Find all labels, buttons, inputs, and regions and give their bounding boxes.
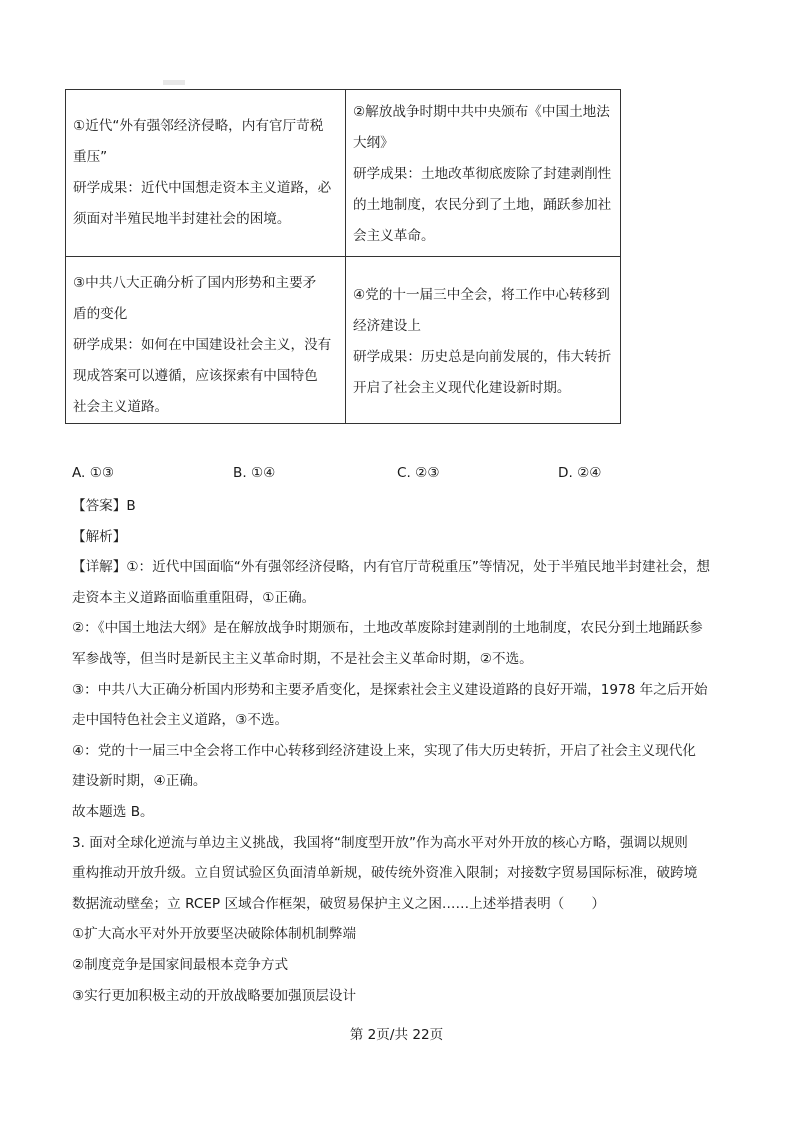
cell-result: 研学成果：历史总是向前发展的，伟大转折 xyxy=(353,349,612,365)
cell-title: 盾的变化 xyxy=(73,306,128,322)
cell-result: 须面对半殖民地半封建社会的困境。 xyxy=(73,211,291,227)
table-cell-1 xyxy=(66,90,346,257)
table-cell-4 xyxy=(346,257,621,424)
option-c: C. ②③ xyxy=(397,465,440,481)
text-line: ④：党的十一届三中全会将工作中心转移到经济建设上来，实现了伟大历史转折，开启了社会主义现代化 xyxy=(72,742,696,759)
cell-result: 的土地制度，农民分到了土地，踊跃参加社 xyxy=(353,197,612,213)
cell-title: 大纲》 xyxy=(353,135,394,151)
text-line: ③：中共八大正确分析国内形势和主要矛盾变化，是探索社会主义建设道路的良好开端，1978 年之后开始 xyxy=(72,681,708,698)
text-line: ②：《中国土地法大纲》是在解放战争时期颁布，土地改革废除封建剥削的土地制度，农民分到土地踊跃参 xyxy=(72,620,703,637)
cell-result: 研学成果：土地改革彻底废除了封建剥削性 xyxy=(353,166,612,182)
option-b: B. ①④ xyxy=(233,465,276,481)
text-line: 【详解】①：近代中国面临“外有强邻经济侵略，内有官厅苛税重压”等情况，处于半殖民地半封建社会，想 xyxy=(72,559,710,576)
text-line: 走中国特色社会主义道路，③不选。 xyxy=(72,712,289,729)
scan-mark xyxy=(163,80,185,85)
cell-title: ②解放战争时期中共中央颁布《中国土地法 xyxy=(353,104,610,120)
research-table xyxy=(65,89,621,424)
question-line: 数据流动壁垒；立 RCEP 区域合作框架，破贸易保护主义之困……上述举措表明（ ） xyxy=(72,895,606,912)
analysis-label: 【解析】 xyxy=(72,528,127,545)
question-line: 3. 面对全球化逆流与单边主义挑战，我国将“制度型开放”作为高水平对外开放的核心方略，强调以规则 xyxy=(72,834,688,851)
cell-result: 研学成果：近代中国想走资本主义道路，必 xyxy=(73,180,332,196)
cell-result: 现成答案可以遵循，应该探索有中国特色 xyxy=(73,368,318,384)
answer-options xyxy=(72,459,632,487)
cell-title: 经济建设上 xyxy=(353,318,421,334)
option-d: D. ②④ xyxy=(558,465,602,481)
cell-result: 研学成果：如何在中国建设社会主义，没有 xyxy=(73,337,332,353)
cell-result: 社会主义道路。 xyxy=(73,399,169,415)
statement-line: ③实行更加积极主动的开放战略要加强顶层设计 xyxy=(72,987,357,1004)
statement-line: ②制度竞争是国家间最根本竞争方式 xyxy=(72,956,289,973)
table-cell-3 xyxy=(66,257,346,424)
cell-result: 开启了社会主义现代化建设新时期。 xyxy=(353,380,571,396)
text-line: 走资本主义道路面临重重阻碍，①正确。 xyxy=(72,589,316,606)
table-cell-2 xyxy=(346,90,621,257)
statement-line: ①扩大高水平对外开放要坚决破除体制机制弊端 xyxy=(72,926,357,943)
option-a: A. ①③ xyxy=(72,465,115,481)
question-line: 重构推动开放升级。立自贸试验区负面清单新规，破传统外资准入限制；对接数字贸易国际标准，破跨境 xyxy=(72,865,698,882)
cell-title: ③中共八大正确分析了国内形势和主要矛 xyxy=(73,275,317,291)
cell-title: ①近代“外有强邻经济侵略，内有官厅苛税 xyxy=(73,118,324,134)
page-number: 第 2页/共 22页 xyxy=(349,1027,444,1043)
text-line: 建设新时期，④正确。 xyxy=(72,773,207,790)
cell-title: 重压” xyxy=(73,149,108,165)
text-line: 故本题选 B。 xyxy=(72,803,154,820)
analysis-body xyxy=(72,491,732,1011)
cell-result: 会主义革命。 xyxy=(353,228,435,244)
answer-line: 【答案】B xyxy=(72,498,136,514)
cell-title: ④党的十一届三中全会，将工作中心转移到 xyxy=(353,287,610,303)
text-line: 军参战等，但当时是新民主主义革命时期，不是社会主义革命时期，②不选。 xyxy=(72,650,533,667)
